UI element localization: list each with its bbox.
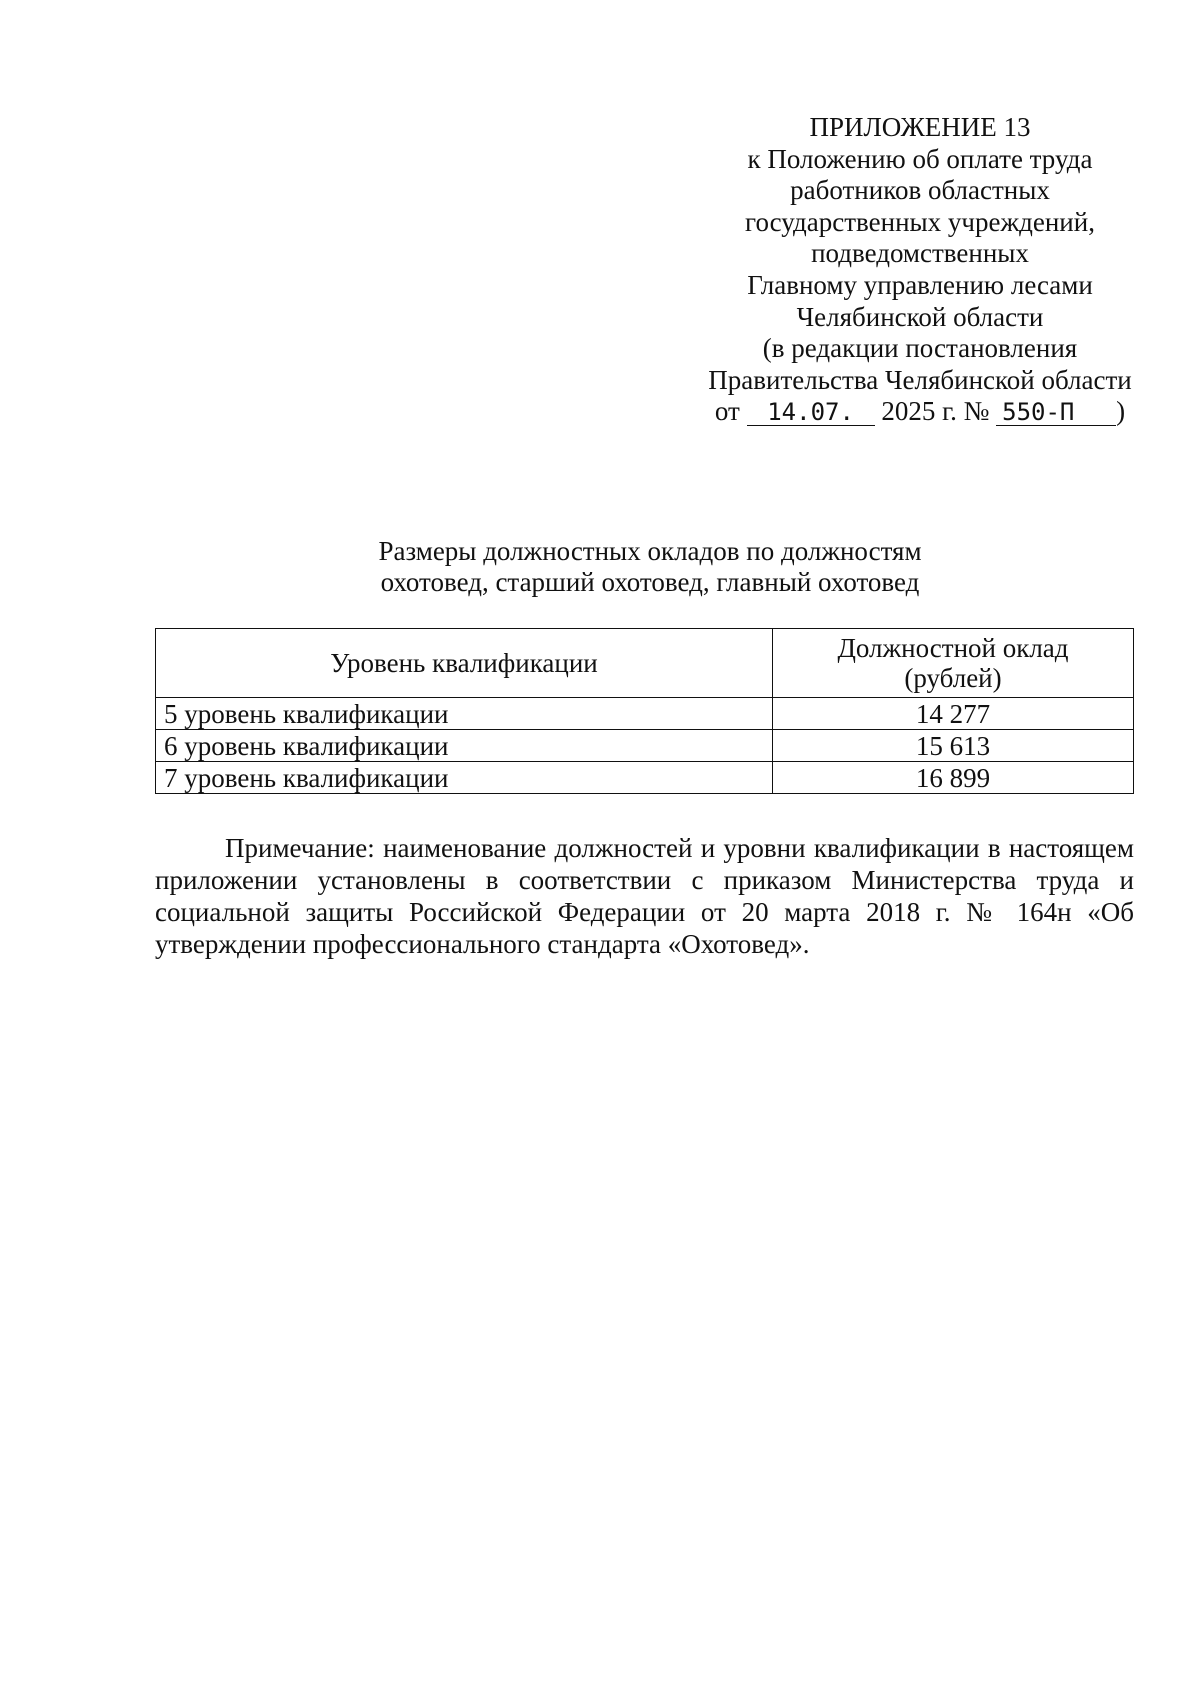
row-level: 5 уровень квалификации	[156, 698, 773, 730]
appendix-title: ПРИЛОЖЕНИЕ 13	[809, 112, 1031, 142]
row-salary: 16 899	[773, 762, 1134, 794]
header-salary	[773, 629, 1134, 698]
header-salary-line2: (рублей)	[904, 663, 1002, 693]
appendix-line: Главному управлению лесами	[747, 269, 1093, 300]
resolution-number: 550-П	[996, 399, 1116, 426]
table-row	[156, 698, 1134, 730]
appendix-line: к Положению об оплате труда	[747, 143, 1093, 174]
date-prefix: от	[714, 396, 740, 427]
appendix-line: работников областных	[790, 175, 1050, 206]
appendix-header	[680, 112, 1160, 428]
table-header-row	[156, 629, 1134, 698]
resolution-date-line	[680, 396, 1160, 428]
note-text: Примечание: наименование должностей и уровни квалификации в настоящем приложении установлены в соответствии с приказом Министерства труда и социальной защиты Российской Федерации от 20 марта 2018 г. № 164н «Об утверждении профессионального стандарта «Охотовед».	[155, 833, 1134, 959]
heading-line-2: охотовед, старший охотовед, главный охотовед	[380, 567, 920, 597]
appendix-line: подведомственных	[811, 238, 1029, 269]
heading-line-1: Размеры должностных окладов по должностям	[378, 536, 922, 566]
row-level: 6 уровень квалификации	[156, 730, 773, 762]
table-row	[156, 730, 1134, 762]
appendix-line: (в редакции постановления	[762, 333, 1078, 364]
closing-paren: )	[1116, 396, 1126, 427]
row-salary: 15 613	[773, 730, 1134, 762]
table-row	[156, 762, 1134, 794]
document-heading	[155, 536, 1145, 598]
resolution-year: 2025 г. №	[881, 396, 990, 427]
row-salary: 14 277	[773, 698, 1134, 730]
row-level: 7 уровень квалификации	[156, 762, 773, 794]
note-paragraph	[155, 832, 1134, 960]
header-salary-line1: Должностной оклад	[837, 633, 1069, 663]
appendix-line: государственных учреждений,	[745, 206, 1095, 237]
resolution-date: 14.07.	[747, 399, 875, 426]
appendix-line: Челябинской области	[796, 301, 1044, 332]
appendix-line: Правительства Челябинской области	[708, 364, 1132, 395]
salary-table	[155, 628, 1134, 794]
header-level: Уровень квалификации	[156, 629, 773, 698]
